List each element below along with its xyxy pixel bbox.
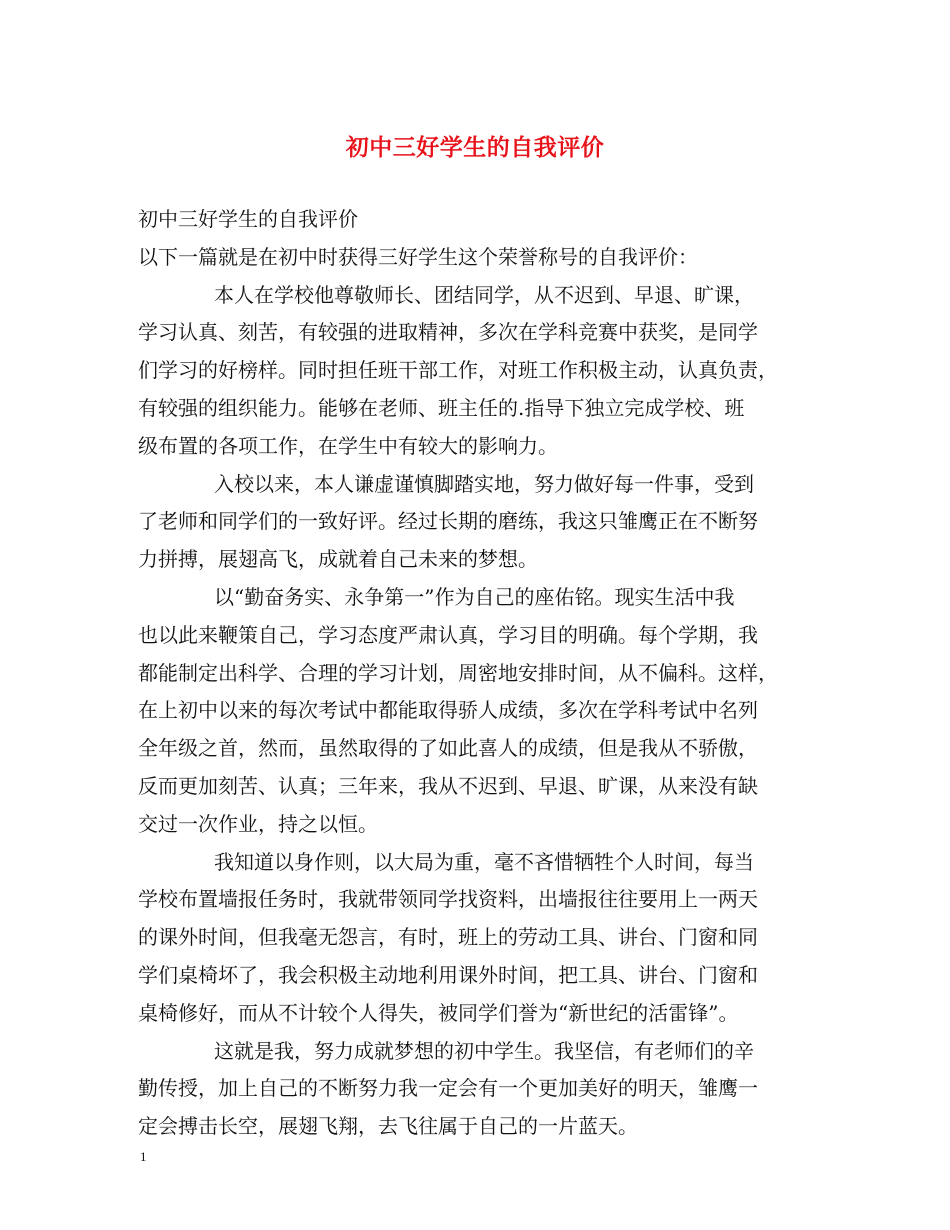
document-body bbox=[138, 201, 818, 1146]
text-line: 的课外时间，但我毫无怨言，有时，班上的劳动工具、讲台、门窗和同 bbox=[138, 925, 758, 950]
document-title: 初中三好学生的自我评价 bbox=[345, 134, 605, 161]
text-line: 力拼搏，展翅高飞，成就着自己未来的梦想。 bbox=[138, 547, 538, 572]
text-line: 以下一篇就是在初中时获得三好学生这个荣誉称号的自我评价： bbox=[138, 244, 698, 269]
text-line: 学校布置墙报任务时，我就带领同学找资料，出墙报往往要用上一两天 bbox=[138, 887, 758, 912]
text-line: 这就是我，努力成就梦想的初中学生。我坚信，有老师们的辛 bbox=[214, 1038, 754, 1063]
text-line: 入校以来，本人谦虚谨慎脚踏实地，努力做好每一件事，受到 bbox=[214, 471, 754, 496]
text-line: 也以此来鞭策自己，学习态度严肃认真，学习目的明确。每个学期，我 bbox=[138, 622, 758, 647]
text-line: 反而更加刻苦、认真；三年来，我从不迟到、早退、旷课，从来没有缺 bbox=[138, 773, 758, 798]
text-line: 们学习的好榜样。同时担任班干部工作，对班工作积极主动，认真负责， bbox=[138, 358, 778, 383]
text-line: 都能制定出科学、合理的学习计划，周密地安排时间，从不偏科。这样， bbox=[138, 660, 778, 685]
text-line: 本人在学校他尊敬师长、团结同学，从不迟到、早退、旷课， bbox=[214, 282, 754, 307]
text-line: 学们桌椅坏了，我会积极主动地利用课外时间，把工具、讲台、门窗和 bbox=[138, 962, 758, 987]
text-line: 级布置的各项工作，在学生中有较大的影响力。 bbox=[138, 433, 558, 458]
text-line: 交过一次作业，持之以恒。 bbox=[138, 811, 378, 836]
text-line: 了老师和同学们的一致好评。经过长期的磨练，我这只雏鹰正在不断努 bbox=[138, 509, 758, 534]
text-line: 勤传授，加上自己的不断努力我一定会有一个更加美好的明天，雏鹰一 bbox=[138, 1076, 758, 1101]
text-line: 学习认真、刻苦，有较强的进取精神，多次在学科竞赛中获奖，是同学 bbox=[138, 320, 758, 345]
page-number: 1 bbox=[140, 1149, 147, 1164]
text-line: 初中三好学生的自我评价 bbox=[138, 207, 358, 231]
text-line: 我知道以身作则，以大局为重，毫不吝惜牺牲个人时间，每当 bbox=[214, 849, 754, 874]
text-line: 以“勤奋务实、永争第一”作为自己的座佑铭。现实生活中我 bbox=[214, 584, 735, 609]
text-line: 桌椅修好，而从不计较个人得失，被同学们誉为“新世纪的活雷锋”。 bbox=[138, 1000, 739, 1025]
text-line: 全年级之首，然而，虽然取得的了如此喜人的成绩，但是我从不骄傲， bbox=[138, 736, 758, 761]
text-line: 有较强的组织能力。能够在老师、班主任的.指导下独立完成学校、班 bbox=[138, 395, 745, 420]
text-line: 在上初中以来的每次考试中都能取得骄人成绩，多次在学科考试中名列 bbox=[138, 698, 758, 723]
text-line: 定会搏击长空，展翅飞翔，去飞往属于自己的一片蓝天。 bbox=[138, 1114, 638, 1139]
